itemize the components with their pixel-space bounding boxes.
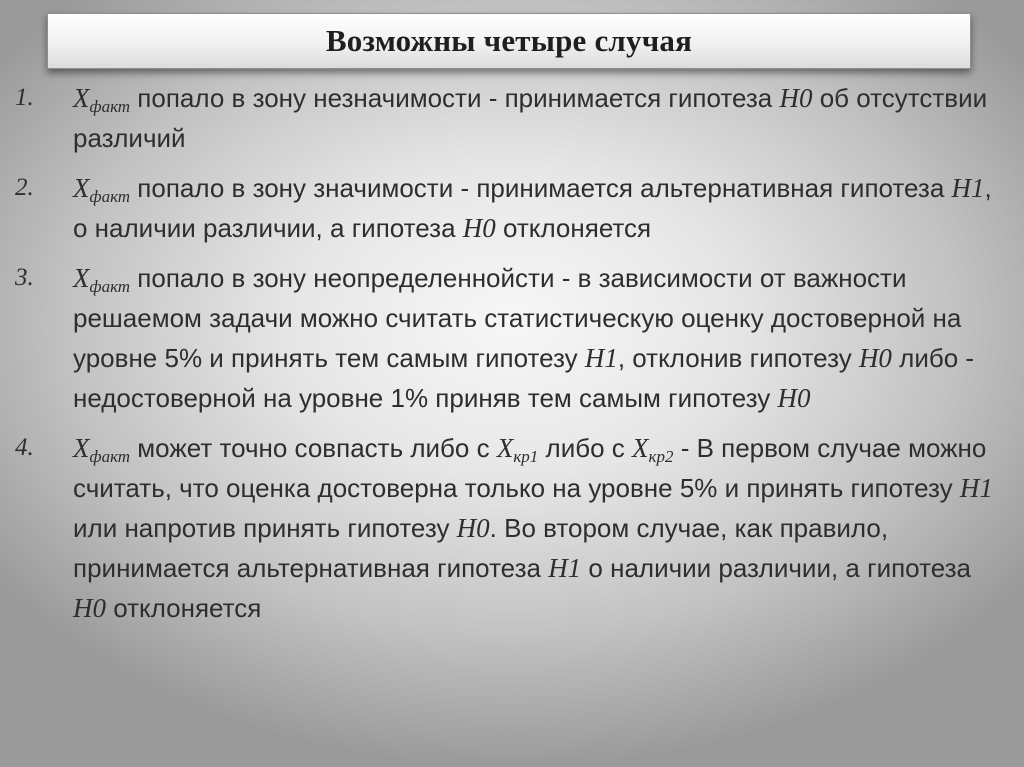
formula-symbol: H1 (959, 473, 993, 503)
text-run: либо - недостоверной на уровне 1% приняв тем самым гипотезу (73, 343, 975, 413)
formula-symbol: H0 (456, 513, 490, 543)
text-run: об отсутствии различий (73, 83, 988, 153)
item-text (73, 83, 987, 153)
item-number: 1. (15, 84, 34, 111)
text-run: отклоняется (106, 593, 262, 623)
text-run: о наличии различии, а гипотеза (581, 553, 971, 583)
text-run: , отклонив гипотезу (617, 343, 859, 373)
formula-symbol: H0 (777, 383, 811, 413)
formula-symbol: X (496, 433, 514, 463)
list-item (0, 258, 993, 418)
formula-symbol: X (632, 433, 649, 463)
item-text (73, 263, 974, 413)
formula-symbol: H1 (548, 553, 582, 583)
list-item (0, 428, 993, 628)
formula-symbol: H0 (462, 213, 496, 243)
text-run: , о наличии различии, а гипотеза (73, 173, 992, 243)
formula-symbol: H0 (858, 343, 892, 373)
formula-symbol: X (73, 83, 90, 113)
list-item (0, 168, 993, 248)
subscript: кр2 (648, 447, 674, 466)
text-run: попало в зону значимости - принимается альтернативная гипотеза (130, 173, 952, 203)
text-run: - В первом случае можно считать, что оценка достоверна только на уровне 5% и принять гипотезу (73, 433, 987, 503)
formula-symbol: H1 (951, 173, 985, 203)
formula-symbol: X (73, 433, 90, 463)
title-box (47, 13, 971, 69)
page-title: Возможны четыре случая (325, 23, 693, 58)
text-run: попало в зону незначимости - принимается гипотеза (130, 83, 780, 113)
formula-symbol: H0 (73, 593, 106, 623)
item-number: 3. (15, 264, 34, 291)
text-run: отклоняется (495, 213, 652, 243)
text-run: попало в зону неопределеннойсти - в зависимости от важности решаемом задачи можно считать статистическую оценку достоверной на уровне 5% и принять тем самым гипотезу (73, 263, 962, 373)
subscript: факт (89, 277, 131, 296)
subscript: факт (89, 447, 131, 466)
item-text (73, 173, 992, 243)
text-run: . Во втором случае, как правило, принимается альтернативная гипотеза (73, 513, 889, 583)
list-item (0, 78, 993, 158)
text-run: или напротив принять гипотезу (73, 513, 457, 543)
formula-symbol: X (73, 263, 90, 293)
subscript: факт (89, 97, 131, 116)
subscript: факт (89, 187, 131, 206)
text-run: либо с (538, 433, 633, 463)
formula-symbol: H0 (779, 83, 813, 113)
formula-symbol: H1 (584, 343, 618, 373)
item-text (73, 433, 993, 623)
text-run: может точно совпасть либо с (130, 433, 497, 463)
item-number: 2. (15, 174, 34, 201)
formula-symbol: X (73, 173, 90, 203)
case-list (0, 78, 1024, 638)
subscript: кр1 (513, 447, 539, 466)
item-number: 4. (15, 434, 34, 461)
